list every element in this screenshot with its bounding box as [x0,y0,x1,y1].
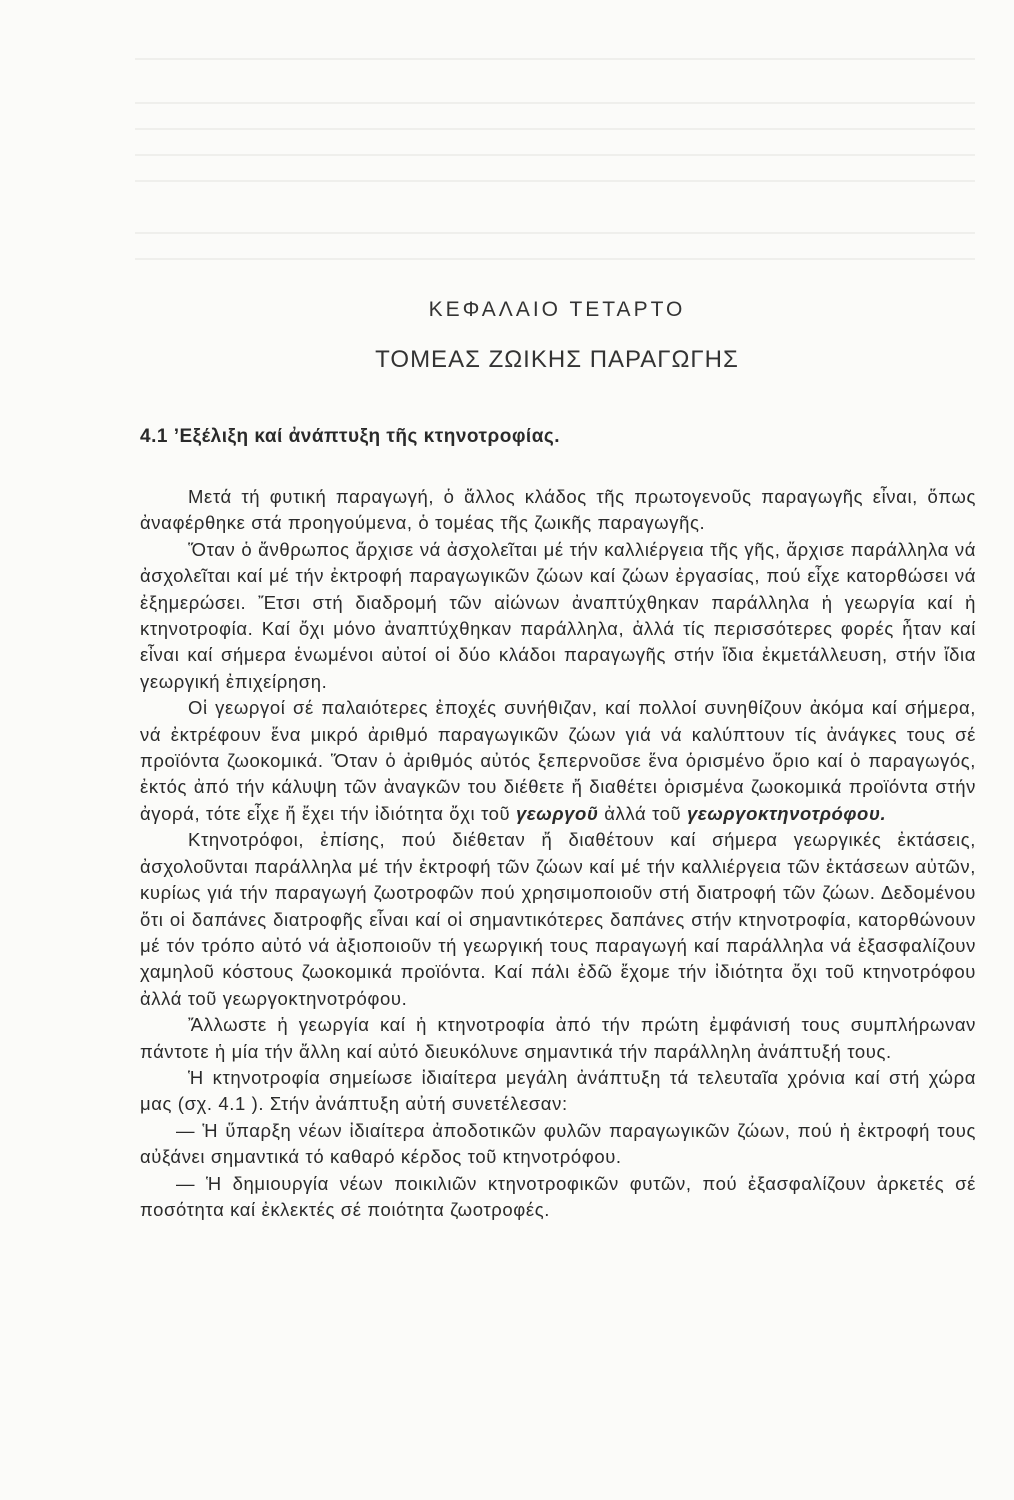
chapter-label: ΚΕΦΑΛΑΙΟ ΤΕΤΑΡΤΟ [428,298,686,321]
paragraph: Ὅταν ὁ ἄνθρωπος ἄρχισε νά ἀσχολεῖται μέ τήν καλλιέργεια τῆς γῆς, ἄρχισε παράλληλα νά ἀσχολεῖται καί μέ τήν ἐκτροφή παραγωγικῶν ζώων καί ζώων ἐργασίας, πού εἶχε κατορθώσει νά ἐξημερώσει. Ἔτσι στή διαδρομή τῶν αἰώνων ἀναπτύχθηκαν παράλληλα ἡ γεωργία καί ἡ κτηνοτροφία. Καί ὄχι μόνο ἀναπτύχθηκαν παράλληλα, ἀλλά τίς περισσότερες φορές ἦταν καί εἶναι καί σήμερα ἑνωμένοι αὐτοί οἱ δύο κλάδοι παραγωγῆς στήν ἴδια ἐκμετάλλευση, στήν ἴδια γεωργική ἐπιχείρηση. [140,538,976,692]
body-text [140,484,976,1223]
bleed-through-line [135,258,975,260]
paragraph [140,695,976,827]
chapter-title: ΤΟΜΕΑΣ ΖΩΙΚΗΣ ΠΑΡΑΓΩΓΗΣ [375,346,739,373]
paragraph: Ἄλλωστε ἡ γεωργία καί ἡ κτηνοτροφία ἀπό τήν πρώτη ἐμφάνισή τους συμπλήρωναν πάντοτε ἡ μία τήν ἄλλη καί αὐτό διευκόλυνε σημαντικά τήν παράλληλη ἀνάπτυξή τους. [140,1014,976,1062]
emphasized-term: γεωργοῦ [515,802,599,824]
emphasized-term: γεωργοκτηνοτρόφου. [687,802,887,824]
paragraph: Ἡ κτηνοτροφία σημείωσε ἰδιαίτερα μεγάλη ἀνάπτυξη τά τελευταῖα χρόνια καί στή χώρα μας (σχ. 4.1 ). Στήν ἀνάπτυξη αὐτή συνετέλεσαν: [140,1066,976,1115]
paragraph: Μετά τή φυτική παραγωγή, ὁ ἄλλος κλάδος τῆς πρωτογενοῦς παραγωγῆς εἶναι, ὅπως ἀναφέρθηκε στά προηγούμενα, ὁ τομέας τῆς ζωικῆς παραγωγῆς. [140,486,976,534]
list-item: — Ἡ δημιουργία νέων ποικιλιῶν κτηνοτροφικῶν φυτῶν, πού ἐξασφαλίζουν ἀρκετές σέ ποσότητα καί ἐκλεκτές σέ ποιότητα ζωοτροφές. [140,1172,976,1220]
paragraph-text: Οἱ γεωργοί σέ παλαιότερες ἐποχές συνήθιζαν, καί πολλοί συνηθίζουν ἀκόμα καί σήμερα, νά ἐκτρέφουν ἕνα μικρό ἀριθμό παραγωγικῶν ζώων γιά νά καλύπτουν τίς ἀνάγκες τους σέ προϊόντα ζωοκομικά. Ὅταν ὁ ἀριθμός αὐτός ξεπερνοῦσε ἕνα ὁρισμένο ὅριο καί ὁ παραγωγός, ἐκτός ἀπό τήν κάλυψη τῶν ἀναγκῶν του διέθετε ἤ διαθέτει ὁρισμένα ζωοκομικά προϊόντα στήν ἀγορά, τότε εἶχε ἤ ἔχει τήν ἰδιότητα ὄχι τοῦ [140,697,976,824]
bleed-through-line [135,58,975,60]
bleed-through-line [135,128,975,130]
bleed-through-line [135,102,975,104]
list-item: — Ἡ ὕπαρξη νέων ἰδιαίτερα ἀποδοτικῶν φυλῶν παραγωγικῶν ζώων, πού ἡ ἐκτροφή τους αὐξάνει σημαντικά τό καθαρό κέρδος τοῦ κτηνοτρόφου. [140,1119,976,1168]
bleed-through-line [135,232,975,234]
bleed-through-line [135,154,975,156]
section-heading: 4.1 ’Εξέλιξη καί ἀνάπτυξη τῆς κτηνοτροφίας. [140,426,561,447]
paragraph: Κτηνοτρόφοι, ἐπίσης, πού διέθεταν ἤ διαθέτουν καί σήμερα γεωργικές ἐκτάσεις, ἀσχολοῦνται παράλληλα μέ τήν ἐκτροφή τῶν ζώων καί μέ τήν καλλιέργεια τῶν ἐκτάσεων αὐτῶν, κυρίως γιά τήν παραγωγή ζωοτροφῶν πού χρησιμοποιοῦν στή διατροφή τῶν ζώων. Δεδομένου ὅτι οἱ δαπάνες διατροφῆς εἶναι καί οἱ σημαντικότερες δαπάνες στήν κτηνοτροφία, κατορθώνουν μέ τόν τρόπο αὐτό νά ἀξιοποιοῦν τή γεωργική τους παραγωγή καί παράλληλα νά ἐξασφαλίζουν χαμηλοῦ κόστους ζωοκομικά προϊόντα. Καί πάλι ἐδῶ ἔχομε τήν ἰδιότητα ὄχι τοῦ κτηνοτρόφου ἀλλά τοῦ γεωργοκτηνοτρόφου. [140,829,976,1009]
paragraph-text: ἀλλά τοῦ [604,802,682,824]
bleed-through-line [135,180,975,182]
